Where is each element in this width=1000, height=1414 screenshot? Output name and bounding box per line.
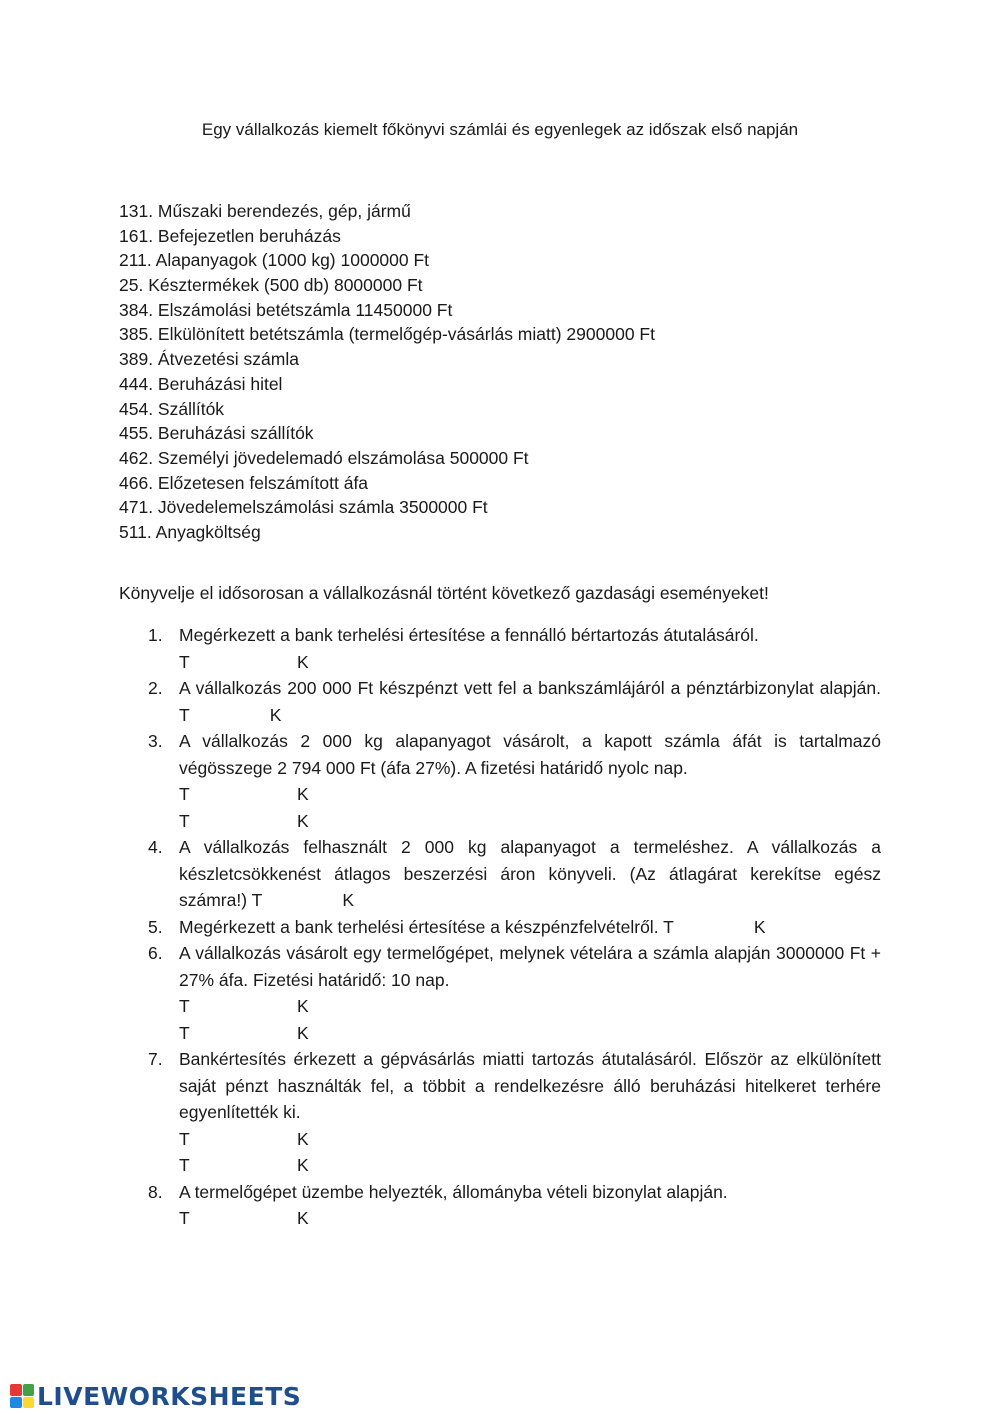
task-item: [148, 1046, 881, 1179]
task-item: [148, 940, 881, 1046]
task-text: Megérkezett a bank terhelési értesítése a fennálló bértartozás átutalásáról.: [179, 625, 759, 645]
debit-label: T: [179, 784, 190, 804]
account-item: 454. Szállítók: [119, 398, 225, 419]
instruction-text: Könyvelje el idősorosan a vállalkozásnál történt következő gazdasági eseményeket!: [119, 583, 769, 603]
account-item: 389. Átvezetési számla: [119, 349, 299, 370]
debit-label: T: [179, 996, 190, 1016]
task-text-container: [179, 834, 881, 914]
task-number: 5.: [148, 916, 163, 937]
task-number: 7.: [148, 1049, 163, 1069]
task-item: [148, 675, 881, 728]
task-number: 1.: [148, 625, 163, 645]
credit-label: K: [297, 1208, 309, 1228]
credit-label: K: [269, 704, 282, 725]
account-item: 385. Elkülönített betétszámla (termelőgép-vásárlás miatt) 2900000 Ft: [119, 324, 655, 345]
task-number: 6.: [148, 943, 163, 963]
account-item: 455. Beruházási szállítók: [119, 423, 314, 444]
account-item: 161. Befejezetlen beruházás: [119, 225, 341, 246]
task-number: 8.: [148, 1181, 163, 1202]
account-item: 211. Alapanyagok (1000 kg) 1000000 Ft: [119, 250, 430, 271]
liveworksheets-logo: [10, 1378, 301, 1414]
task-text-container: [179, 914, 881, 941]
task-text: Megérkezett a bank terhelési értesítése a készpénzfelvételről.: [179, 916, 659, 937]
liveworksheets-logo-icon: [10, 1384, 34, 1408]
credit-label: K: [753, 916, 766, 937]
credit-label: K: [342, 890, 354, 910]
task-text: A vállalkozás felhasznált 2 000 kg alapanyagot a termeléshez. A vállalkozás a készletcsökkenést átlagos beszerzési áron könyveli. (Az átlagárat kerekítse egész számra!): [179, 837, 881, 910]
task-item: [148, 834, 881, 914]
debit-credit-row: [179, 649, 881, 676]
debit-credit-row: [179, 781, 881, 808]
debit-credit-row: [179, 993, 881, 1020]
debit-label: T: [179, 1208, 190, 1228]
credit-label: K: [297, 810, 309, 831]
debit-label: T: [179, 651, 190, 672]
credit-label: K: [297, 1022, 309, 1043]
task-text: Bankértesítés érkezett a gépvásárlás miatti tartozás átutalásáról. Először az elkülönített saját pénzt használták fel, a többit a rendelkezésre álló beruházási hitelkeret terhére egyenlítették ki.: [179, 1049, 881, 1122]
task-list: [148, 622, 881, 1232]
account-item: 471. Jövedelemelszámolási számla 3500000 Ft: [119, 497, 488, 518]
credit-label: K: [297, 1128, 309, 1149]
debit-label: T: [179, 1128, 190, 1149]
debit-credit-row: [179, 1020, 881, 1047]
task-text: A vállalkozás 2 000 kg alapanyagot vásárolt, a kapott számla áfát is tartalmazó végösszege 2 794 000 Ft (áfa 27%). A fizetési határidő nyolc nap.: [179, 731, 881, 778]
task-text: A vállalkozás 200 000 Ft készpénzt vett fel a bankszámlájáról a pénztárbizonylat alapján.: [179, 678, 881, 698]
task-text: A vállalkozás vásárolt egy termelőgépet, melynek vételára a számla alapján 3000000 Ft + 27% áfa. Fizetési határidő: 10 nap.: [179, 943, 881, 990]
account-item: 466. Előzetesen felszámított áfa: [119, 472, 369, 493]
account-item: 511. Anyagköltség: [119, 521, 261, 542]
credit-label: K: [297, 651, 309, 672]
task-number: 4.: [148, 837, 163, 857]
debit-label: T: [179, 810, 190, 831]
credit-label: K: [297, 996, 309, 1016]
task-number: 3.: [148, 731, 163, 751]
debit-credit-row: [179, 1126, 881, 1153]
debit-label: T: [179, 704, 190, 725]
logo-text: LIVEWORKSHEETS: [37, 1381, 302, 1411]
account-item: 444. Beruházási hitel: [119, 373, 283, 394]
task-text: A termelőgépet üzembe helyezték, állományba vételi bizonylat alapján.: [179, 1181, 728, 1202]
debit-credit-row: [179, 1152, 881, 1179]
debit-credit-row: [179, 808, 881, 835]
credit-label: K: [297, 784, 309, 804]
account-item: 131. Műszaki berendezés, gép, jármű: [119, 201, 411, 221]
account-item: 462. Személyi jövedelemadó elszámolása 500000 Ft: [119, 447, 529, 468]
account-item: 25. Késztermékek (500 db) 8000000 Ft: [119, 275, 423, 296]
debit-label: T: [179, 1022, 190, 1043]
task-item: [148, 914, 881, 941]
task-number: 2.: [148, 678, 163, 698]
debit-label: T: [179, 1155, 190, 1175]
debit-label: T: [251, 890, 263, 910]
task-item: [148, 622, 881, 675]
debit-credit-row: [179, 1205, 881, 1232]
credit-label: K: [297, 1155, 309, 1175]
account-item: 384. Elszámolási betétszámla 11450000 Ft: [119, 299, 453, 320]
task-text-container: [179, 675, 881, 728]
account-list: [119, 199, 655, 545]
page-title: Egy vállalkozás kiemelt főkönyvi számlái és egyenlegek az időszak első napján: [201, 120, 799, 139]
task-item: [148, 1179, 881, 1232]
debit-label: T: [663, 916, 674, 937]
task-item: [148, 728, 881, 834]
